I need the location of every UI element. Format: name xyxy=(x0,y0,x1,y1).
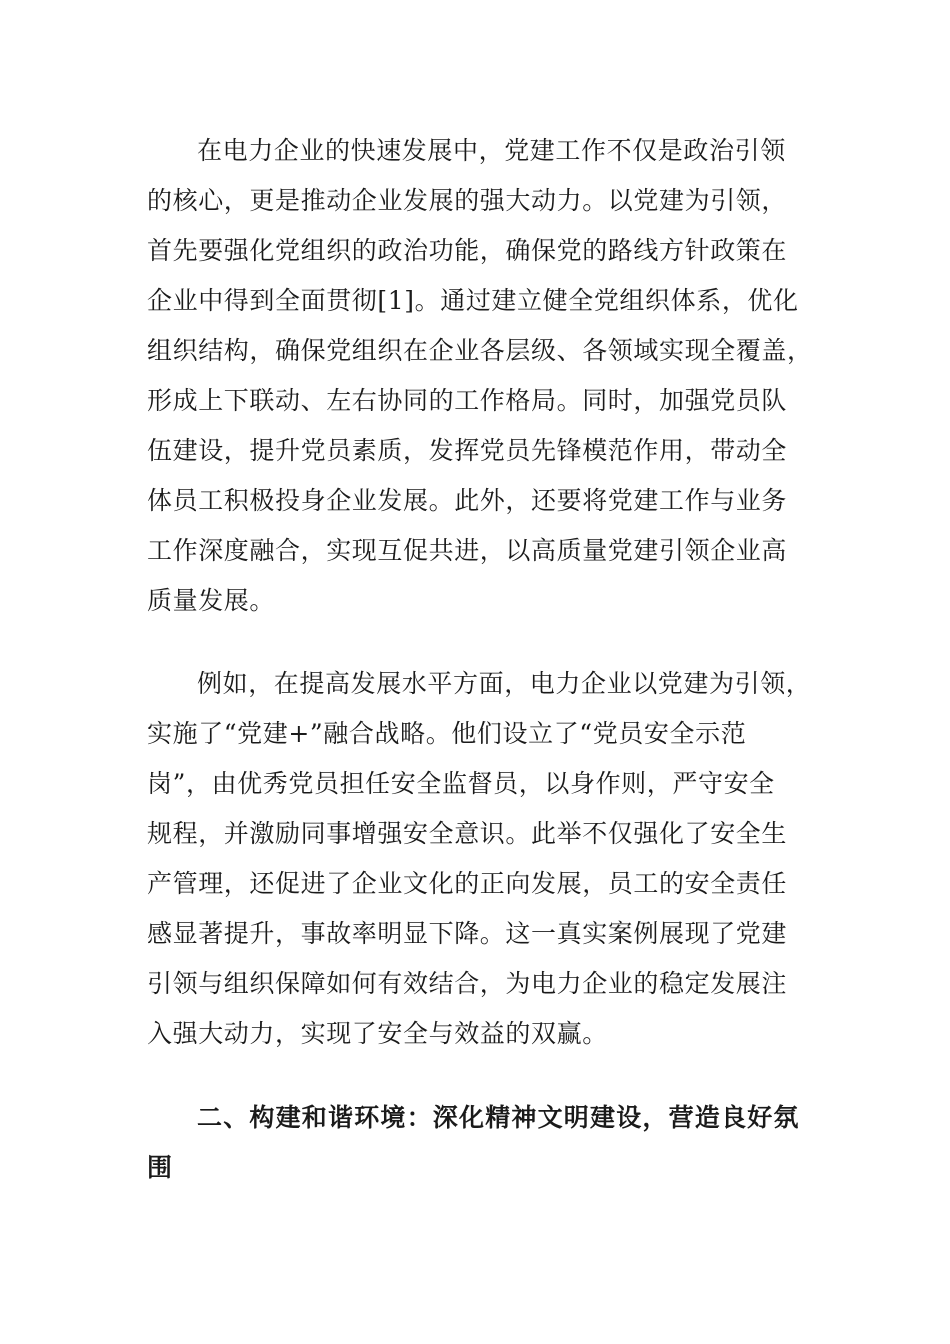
paragraph-line: 在电力企业的快速发展中，党建工作不仅是政治引领 xyxy=(197,136,786,165)
paragraph-line: 工作深度融合，实现互促共进，以高质量党建引领企业高 xyxy=(147,536,788,565)
paragraph-line: 引领与组织保障如何有效结合，为电力企业的稳定发展注 xyxy=(147,969,788,998)
paragraph-line: 首先要强化党组织的政治功能，确保党的路线方针政策在 xyxy=(147,236,788,265)
paragraph-line: 入强大动力，实现了安全与效益的双赢。 xyxy=(147,1019,608,1048)
paragraph-line: 质量发展。 xyxy=(147,586,276,615)
paragraph-line: 实施了“党建+”融合战略。他们设立了“党员安全示范 xyxy=(147,719,747,748)
paragraph-line: 企业中得到全面贯彻[1]。通过建立健全党组织体系，优化 xyxy=(147,286,799,315)
paragraph-line: 伍建设，提升党员素质，发挥党员先锋模范作用，带动全 xyxy=(147,436,788,465)
paragraph-line: 产管理，还促进了企业文化的正向发展，员工的安全责任 xyxy=(147,869,788,898)
paragraph-line: 的核心，更是推动企业发展的强大动力。以党建为引领， xyxy=(147,186,788,215)
heading-line: 二、构建和谐环境：深化精神文明建设，营造良好氛 xyxy=(197,1103,800,1132)
paragraph-line: 例如，在提高发展水平方面，电力企业以党建为引领， xyxy=(197,669,812,698)
heading-line: 围 xyxy=(147,1153,174,1182)
paragraph-line: 规程，并激励同事增强安全意识。此举不仅强化了安全生 xyxy=(147,819,788,848)
paragraph-line: 组织结构，确保党组织在企业各层级、各领域实现全覆盖， xyxy=(147,336,813,365)
paragraph-line: 岗”，由优秀党员担任安全监督员，以身作则，严守安全 xyxy=(147,769,775,798)
paragraph-line: 体员工积极投身企业发展。此外，还要将党建工作与业务 xyxy=(147,486,788,515)
paragraph-line: 感显著提升，事故率明显下降。这一真实案例展现了党建 xyxy=(147,919,788,948)
paragraph-line: 形成上下联动、左右协同的工作格局。同时，加强党员队 xyxy=(147,386,788,415)
